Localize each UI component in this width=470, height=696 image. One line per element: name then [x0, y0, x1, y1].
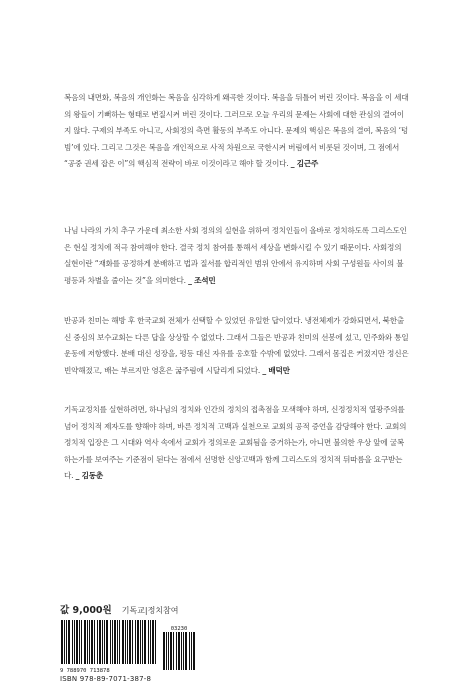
- quote-1: [64, 90, 410, 173]
- barcode-bar: [183, 632, 184, 670]
- barcode-bar: [106, 620, 108, 664]
- quote-1-text: 복음의 내면화, 복음의 개인화는 복음을 심각하게 왜곡한 것이다. 복음을 뒤틀어 버린 것이다. 복음을 이 세대의 왕들이 기뻐하는 형태로 변질시켜 버린 것이다. 그러므로 오늘 우리의 문제는 사회에 대한 관심의 결여이지 않다. 구제의 부족도 아니고, 사회정의 측면 활동의 부족도 아니다. 문제의 핵심은 복음의 결여, 복음의 ‘텅 빔’에 있다. 그리고 그것은 복음을 개인적으로 사적 차원으로 국한시켜 버림에서 비롯된 것이며, 그 점에서 “공중 권세 잡은 이”의 핵심적 전략이 바로 이것이라고 해야 할 것이다.: [64, 93, 409, 168]
- isbn-number: ISBN 978-89-7071-387-8: [60, 675, 152, 683]
- barcode-bar: [170, 632, 172, 670]
- barcode-area: [60, 620, 260, 674]
- barcode-bar: [66, 620, 67, 664]
- barcode-bar: [117, 620, 118, 664]
- quote-3: [64, 313, 410, 379]
- barcode-bar: [81, 620, 82, 664]
- barcode-bar: [91, 620, 93, 664]
- barcode-bar: [155, 620, 156, 664]
- barcode-bar: [135, 620, 136, 664]
- barcode-bar: [185, 632, 187, 670]
- barcode-bar: [189, 632, 190, 670]
- price: 값 9,000원: [60, 605, 112, 616]
- price-barcode-block: [60, 602, 260, 692]
- barcode-bar: [142, 620, 143, 664]
- barcode-bar: [74, 620, 75, 664]
- barcode-bar: [127, 620, 128, 664]
- addon-barcode-icon: [162, 632, 196, 670]
- addon-barcode: [162, 626, 196, 674]
- barcode-bar: [87, 620, 88, 664]
- barcode-icon: [60, 620, 158, 664]
- barcode-bar: [114, 620, 116, 664]
- barcode-bar: [102, 620, 103, 664]
- category-label: 기독교|정치참여: [121, 606, 179, 615]
- barcode-bar: [99, 620, 101, 664]
- barcode-bar: [144, 620, 146, 664]
- barcode-bar: [150, 620, 151, 664]
- barcode-bar: [168, 632, 169, 670]
- barcode-bar: [89, 620, 90, 664]
- barcode-bar: [176, 632, 177, 670]
- barcode-bar: [193, 632, 195, 670]
- quote-2: [64, 223, 410, 289]
- quote-2-author: _ 조석민: [188, 275, 216, 285]
- barcode-digits: 9 788970 713878: [60, 668, 110, 674]
- barcode-bar: [125, 620, 126, 664]
- quote-3-text: 반공과 친미는 해방 후 한국교회 전체가 선택할 수 있었던 유일한 답이었다. 냉전체제가 강화되면서, 북한출신 중심의 보수교회는 다른 답을 상상할 수 없었다. 그래서 그들은 반공과 친미의 선봉에 섰고, 민주화와 통일운동에 저항했다. 분배 대신 성장을, 평등 대신 자유를 옹호할 수밖에 없었다. 그래서 몸집은 커졌지만 정신은 빈약해졌고, 배는 부르지만 영혼은 굶주림에 시달리게 되었다.: [64, 316, 409, 375]
- barcode-bar: [68, 620, 70, 664]
- quote-2-text: 나님 나라의 가치 추구 가운데 최소한 사회 정의의 실현을 위하여 정치인들이 올바로 정치하도록 그리스도인은 현실 정치에 적극 참여해야 한다. 결국 정치 참여를 통해서 세상을 변화시킬 수 있기 때문이다. 사회정의 실현이란 “재화를 공정하게 분배하고 법과 질서를 합리적인 범위 안에서 유지하며 사회 구성원들 사이의 불평등과 차별을 줄이는 것”을 의미한다.: [64, 226, 407, 285]
- barcode-bar: [148, 620, 149, 664]
- barcode-bar: [84, 620, 86, 664]
- barcode-bar: [110, 620, 111, 664]
- barcode-bar: [173, 632, 174, 670]
- quote-4-text: 기독교정치를 실현하려면, 하나님의 정치와 인간의 정치의 접촉점을 모색해야 하며, 신정정치적 열광주의를 넘어 정치적 제자도를 향해야 하며, 바른 정치적 고백과 실천으로 교회의 공적 증언을 감당해야 한다. 교회의 정치적 입장은 그 시대와 역사 속에서 교회가 정의로운 교회됨을 증거하는가, 아니면 불의한 우상 앞에 굴복하는가를 보여주는 기준점이 된다는 점에서 선명한 신앙고백과 함께 그리스도의 정치적 뒤따름을 요구받는다.: [64, 405, 407, 480]
- price-row: [60, 602, 260, 616]
- barcode-bar: [104, 620, 105, 664]
- barcode-bar: [122, 620, 124, 664]
- barcode-bar: [64, 620, 65, 664]
- addon-code: 03230: [170, 626, 188, 632]
- barcode-bar: [129, 620, 131, 664]
- main-barcode: [60, 620, 158, 674]
- barcode-bar: [97, 620, 98, 664]
- barcode-bar: [163, 632, 165, 670]
- barcode-bar: [166, 632, 167, 670]
- barcode-bar: [191, 632, 192, 670]
- barcode-bar: [72, 620, 73, 664]
- quote-1-author: _ 김근주: [290, 159, 319, 168]
- barcode-bar: [137, 620, 139, 664]
- barcode-bar: [61, 620, 63, 664]
- barcode-bar: [178, 632, 180, 670]
- barcode-bar: [181, 632, 182, 670]
- barcode-bar: [76, 620, 78, 664]
- barcode-bar: [132, 620, 133, 664]
- quote-4-author: _ 김동춘: [75, 471, 104, 480]
- barcode-bar: [119, 620, 120, 664]
- barcode-bar: [140, 620, 141, 664]
- barcode-bar: [152, 620, 154, 664]
- quote-4: [64, 402, 410, 485]
- barcode-bar: [112, 620, 113, 664]
- barcode-bar: [79, 620, 80, 664]
- quote-3-author: _ 배덕만: [262, 365, 290, 375]
- barcode-bar: [94, 620, 95, 664]
